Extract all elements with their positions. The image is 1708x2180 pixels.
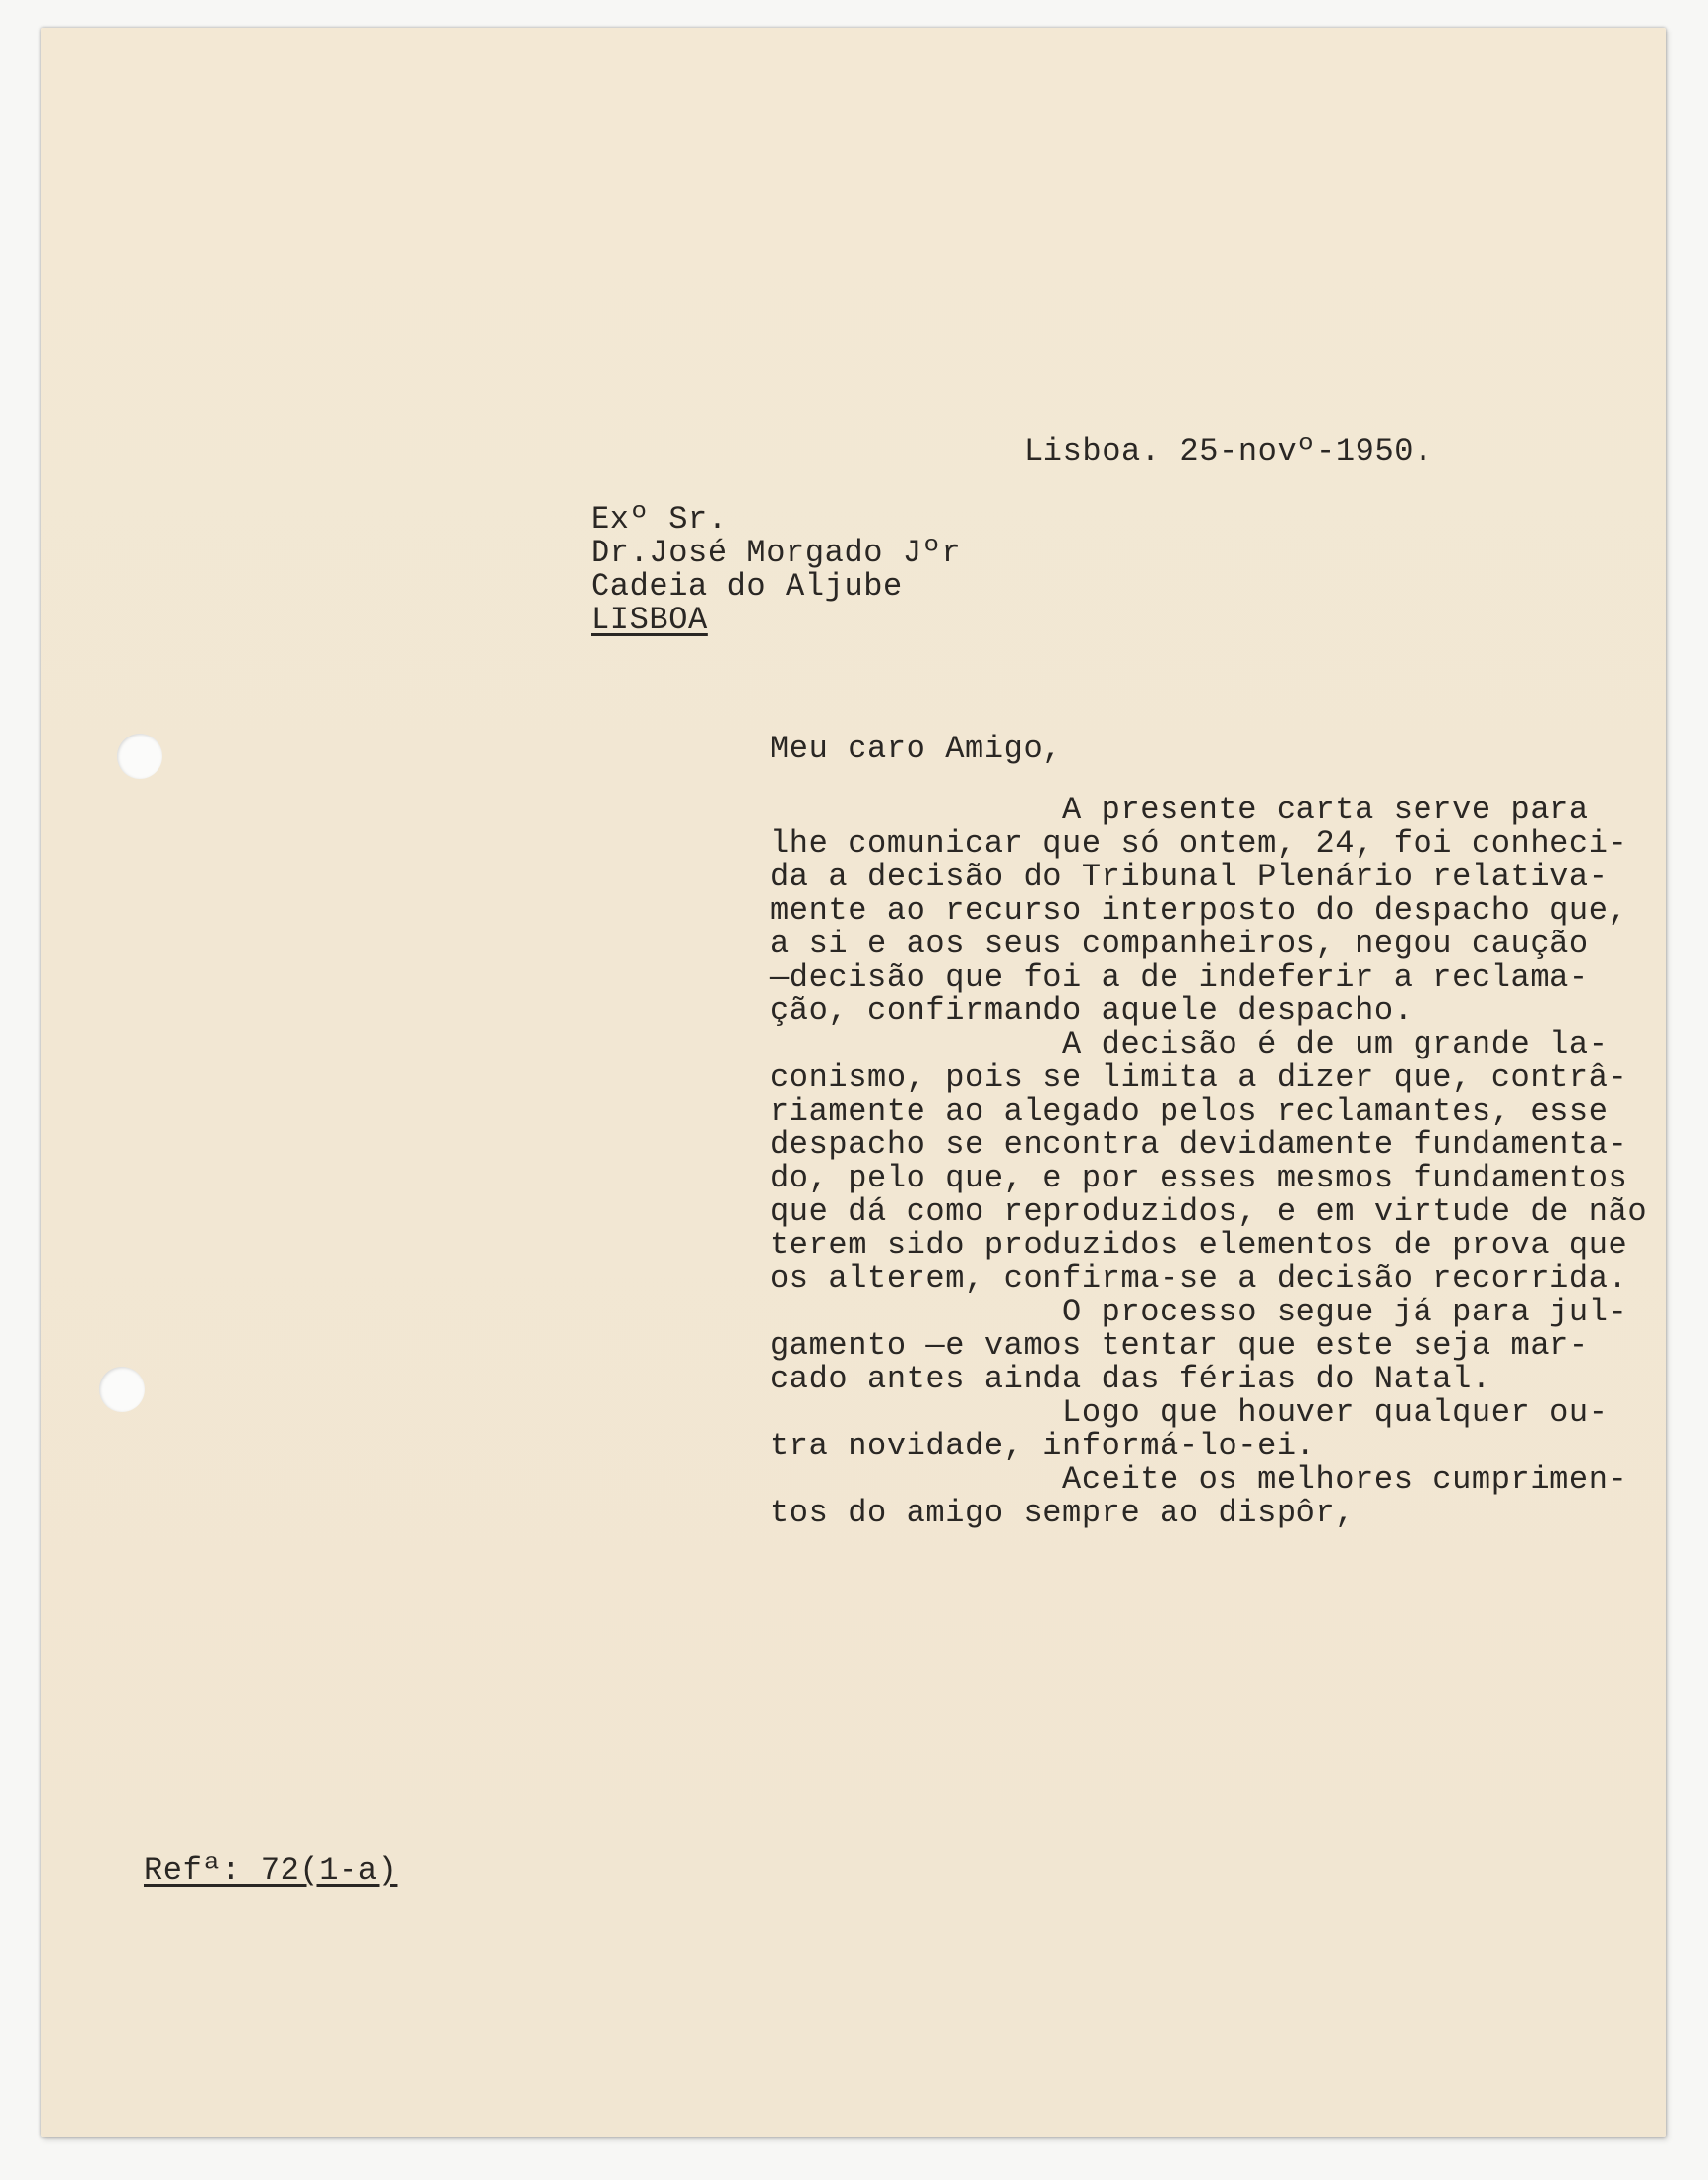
body-line: a si e aos seus companheiros, negou caução xyxy=(770,926,1589,962)
body-line: conismo, pois se limita a dizer que, contrâ- xyxy=(770,1059,1628,1096)
reference-line: Refª: 72(1-a) xyxy=(144,1852,398,1889)
body-line: tos do amigo sempre ao dispôr, xyxy=(770,1495,1356,1531)
body-line: Logo que houver qualquer ou- xyxy=(770,1394,1609,1431)
body-line: O processo segue já para jul- xyxy=(770,1294,1628,1330)
body-line: terem sido produzidos elementos de prova que xyxy=(770,1227,1628,1263)
body-line: gamento —e vamos tentar que este seja mar- xyxy=(770,1327,1589,1364)
date-line: Lisboa. 25-novº-1950. xyxy=(1024,433,1433,470)
address-line: Exº Sr. xyxy=(591,501,727,538)
punch-hole-bottom xyxy=(99,1367,145,1412)
address-line: Cadeia do Aljube xyxy=(591,568,903,605)
body-line: riamente ao alegado pelos reclamantes, esse xyxy=(770,1093,1609,1129)
address-line: Dr.José Morgado Jºr xyxy=(591,535,962,571)
body-line: os alterem, confirma-se a decisão recorrida. xyxy=(770,1260,1628,1297)
body-line: da a decisão do Tribunal Plenário relativa- xyxy=(770,859,1609,895)
body-line: mente ao recurso interposto do despacho que, xyxy=(770,892,1628,929)
body-line: A decisão é de um grande la- xyxy=(770,1026,1609,1062)
body-line: Aceite os melhores cumprimen- xyxy=(770,1461,1628,1498)
body-line: do, pelo que, e por esses mesmos fundamentos xyxy=(770,1160,1628,1196)
body-line: ção, confirmando aquele despacho. xyxy=(770,993,1414,1029)
body-line: A presente carta serve para xyxy=(770,792,1589,828)
punch-hole-top xyxy=(117,734,162,779)
body-line: —decisão que foi a de indeferir a reclama- xyxy=(770,959,1589,995)
body-line: tra novidade, informá-lo-ei. xyxy=(770,1428,1316,1464)
body-line: lhe comunicar que só ontem, 24, foi conheci- xyxy=(770,825,1628,862)
address-city: LISBOA xyxy=(591,602,708,638)
salutation: Meu caro Amigo, xyxy=(770,731,1063,767)
body-line: que dá como reproduzidos, e em virtude de não xyxy=(770,1193,1648,1230)
body-line: cado antes ainda das férias do Natal. xyxy=(770,1361,1491,1397)
body-line: despacho se encontra devidamente fundamenta- xyxy=(770,1126,1628,1163)
